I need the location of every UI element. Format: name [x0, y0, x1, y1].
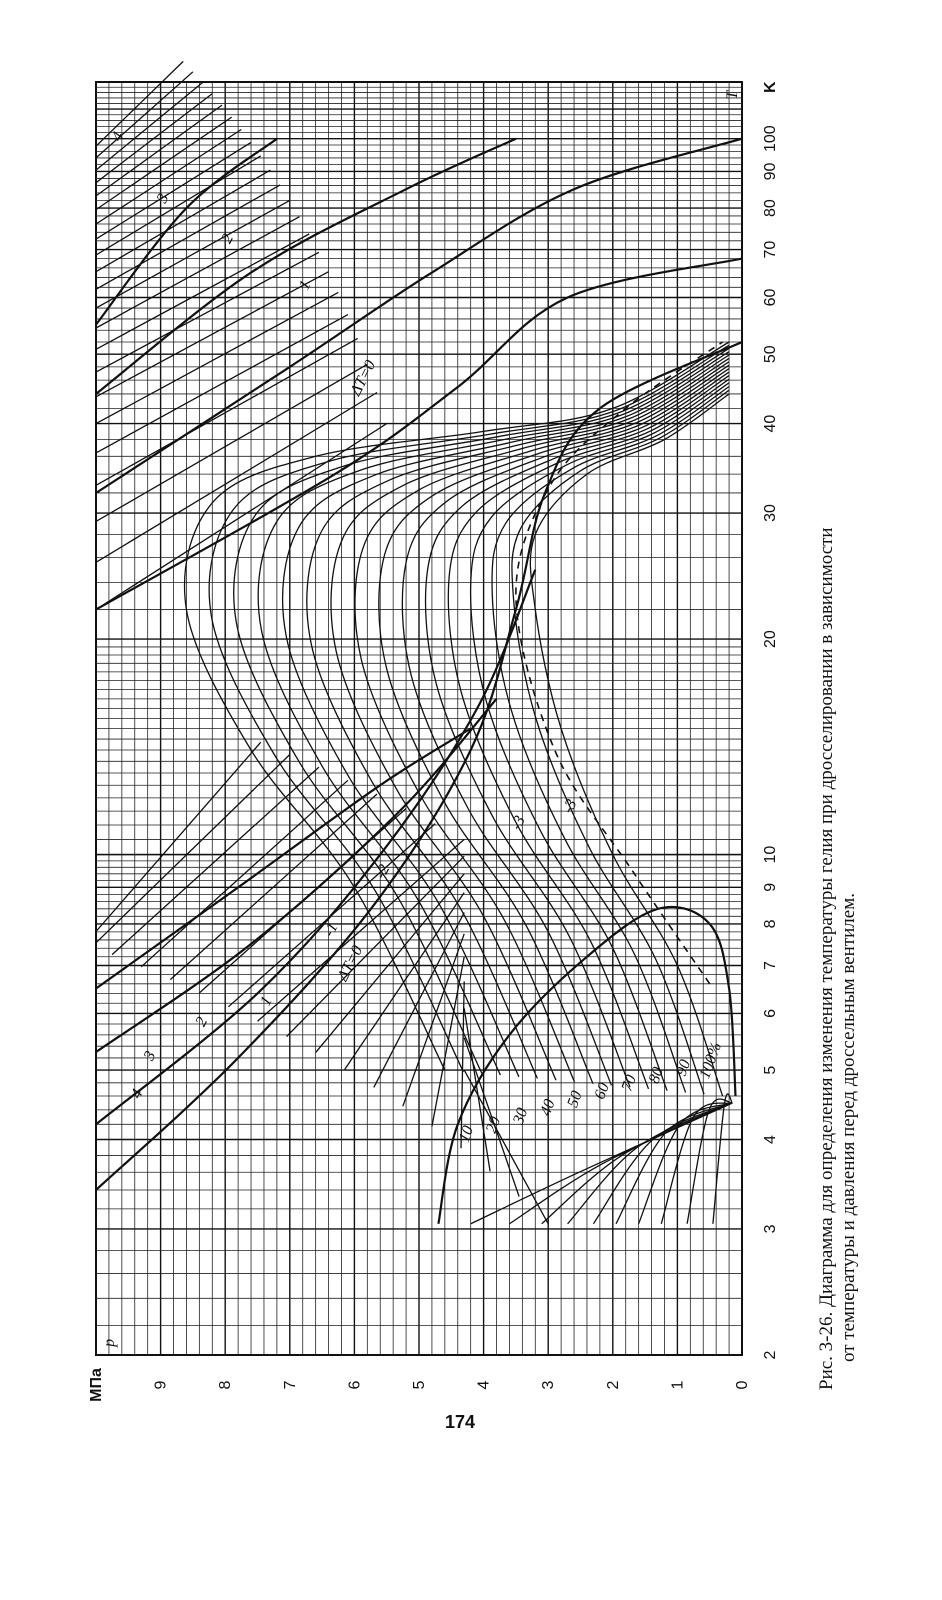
curve-annotation: 2 — [218, 231, 238, 247]
fraction-label: 10 — [455, 1123, 478, 1145]
curve-annotation: 3 — [140, 1048, 160, 1064]
curve-annotation: 2 — [192, 1014, 212, 1030]
page-number: 174 — [444, 1412, 476, 1432]
x-tick-label: 30 — [762, 504, 779, 522]
curve-annotation: -3 — [559, 796, 581, 817]
x-tick-label: 2 — [762, 1350, 779, 1360]
diagonal-line — [258, 839, 465, 1021]
curve-annotation: -2 — [372, 861, 394, 882]
x-tick-label: 100 — [762, 125, 779, 153]
curve-annotation: 4 — [108, 129, 128, 145]
contour-line — [530, 394, 729, 1096]
y-tick-label: 9 — [152, 1380, 170, 1390]
fraction-line — [509, 1103, 732, 1224]
diagonal-line-high-t — [96, 315, 348, 453]
fraction-label: 20 — [482, 1114, 505, 1136]
fraction-label: 70 — [618, 1072, 640, 1094]
x-tick-label: 70 — [762, 240, 779, 259]
fraction-line — [542, 1103, 733, 1224]
diagonal-line-high-t — [96, 424, 387, 610]
fraction-label: 80 — [645, 1065, 668, 1086]
y-tick-label: 1 — [669, 1380, 687, 1390]
x-tick-label: 3 — [762, 1224, 779, 1234]
x-tick-label: 4 — [762, 1135, 779, 1144]
y-axis-unit: МПа — [88, 1368, 105, 1402]
curve-annotation: ΔT=0 — [347, 357, 380, 399]
fraction-label: 90 — [672, 1057, 695, 1079]
x-tick-label: 10 — [762, 845, 779, 864]
y-tick-label: 7 — [281, 1380, 299, 1390]
fraction-label: 40 — [537, 1097, 559, 1119]
curve-annotation: -3 — [507, 813, 529, 833]
curve-annotation: 1 — [295, 277, 315, 293]
diagonal-line — [464, 1008, 490, 1171]
curve-annotation: ΔT=0 — [334, 943, 367, 984]
chart-ticks — [88, 81, 779, 1402]
y-axis-symbol: p — [100, 1338, 118, 1347]
fraction-label: 100% — [696, 1040, 726, 1082]
caption-line-1: Рис. 3-26. Диаграмма для определения изменения температуры гелия при дросселировании в зависимости — [816, 527, 837, 1390]
fraction-line — [568, 1103, 733, 1224]
fraction-line — [687, 1099, 732, 1224]
x-axis-unit: K — [762, 81, 779, 94]
fraction-label: 30 — [509, 1105, 532, 1127]
fraction-label: 60 — [591, 1080, 613, 1102]
contour-line — [448, 379, 729, 1089]
x-tick-label: 60 — [762, 288, 779, 307]
x-tick-label: 20 — [762, 630, 779, 648]
curve-annotation: -1 — [320, 920, 342, 940]
diagonal-line-high-t — [96, 393, 377, 563]
x-tick-label: 40 — [762, 414, 779, 433]
diagonal-line — [228, 824, 435, 1007]
y-tick-label: 2 — [604, 1380, 622, 1390]
curve-annotation: 3 — [153, 190, 173, 206]
x-tick-label: 7 — [762, 961, 779, 970]
series-line — [96, 699, 497, 1052]
x-tick-label: 9 — [762, 882, 779, 892]
diagonal-line — [96, 755, 290, 943]
y-tick-label: 0 — [734, 1380, 751, 1390]
y-tick-label: 5 — [411, 1380, 428, 1390]
fraction-line — [593, 1103, 732, 1224]
contour-line — [234, 348, 729, 1073]
figure-caption — [816, 90, 860, 1390]
diagonal-line — [403, 934, 464, 1107]
x-tick-label: 6 — [762, 1008, 779, 1018]
fraction-label: 50 — [564, 1088, 586, 1110]
curve-annotation: 1 — [257, 993, 276, 1009]
y-tick-label: 3 — [540, 1380, 558, 1390]
x-tick-label: 80 — [762, 199, 779, 217]
x-axis-symbol: T — [724, 90, 741, 100]
y-tick-label: 4 — [475, 1380, 493, 1390]
x-tick-label: 50 — [762, 345, 779, 364]
diagonal-line — [432, 957, 464, 1127]
x-tick-label: 90 — [762, 162, 779, 181]
y-tick-label: 8 — [217, 1380, 235, 1390]
x-tick-label: 8 — [762, 919, 779, 929]
diagonal-line — [461, 981, 464, 1148]
caption-line-2: от температуры и давления перед дроссельным вентилем. — [838, 893, 859, 1362]
x-tick-label: 5 — [762, 1065, 779, 1075]
diagonal-line — [96, 742, 261, 931]
contour-line — [185, 342, 730, 1070]
curve-annotation: 4 — [127, 1086, 147, 1102]
y-tick-label: 6 — [346, 1380, 364, 1390]
